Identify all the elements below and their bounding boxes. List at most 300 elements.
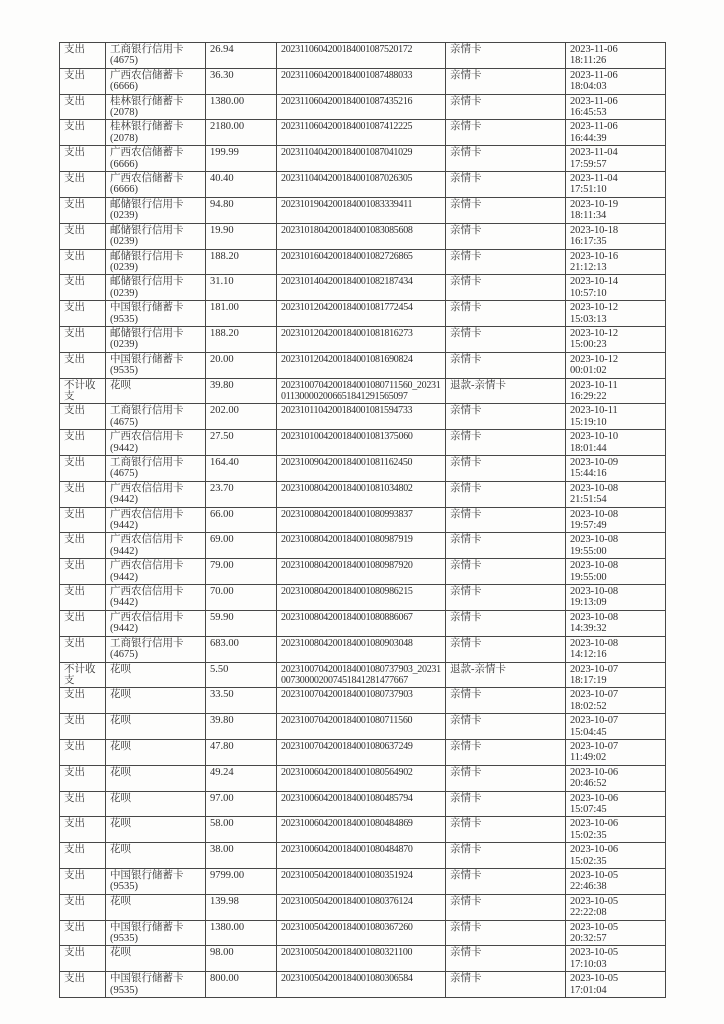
transaction-time: 19:57:49 — [570, 520, 607, 532]
cell-transaction-number: 2023110604200184001087435216 — [277, 94, 446, 120]
cell-datetime — [566, 404, 666, 430]
cell-flow-type: 支出 — [60, 559, 106, 585]
transaction-row — [60, 94, 666, 120]
transaction-time: 15:19:10 — [570, 416, 607, 428]
transaction-row — [60, 817, 666, 843]
cell-payment-account — [106, 843, 206, 869]
cell-transaction-number: 2023100604200184001080564902 — [277, 765, 446, 791]
cell-amount: 49.24 — [206, 765, 277, 791]
cell-datetime — [566, 610, 666, 636]
transaction-date: 2023-10-14 — [570, 276, 618, 288]
transaction-row — [60, 43, 666, 69]
cell-flow-type: 支出 — [60, 456, 106, 482]
cell-flow-type: 支出 — [60, 172, 106, 198]
cell-transaction-number: 2023100504200184001080367260 — [277, 920, 446, 946]
cell-payment-account — [106, 249, 206, 275]
transaction-time: 16:29:22 — [570, 390, 607, 402]
cell-remark: 退款-亲情卡 — [446, 662, 566, 688]
transaction-row — [60, 791, 666, 817]
transaction-date: 2023-10-06 — [570, 792, 618, 804]
cell-amount: 139.98 — [206, 894, 277, 920]
cell-remark: 亲情卡 — [446, 507, 566, 533]
transaction-row — [60, 404, 666, 430]
account-name: 广西农信信用卡 — [110, 431, 184, 443]
cell-amount: 9799.00 — [206, 869, 277, 895]
cell-flow-type: 支出 — [60, 301, 106, 327]
cell-transaction-number: 2023100704200184001080637249 — [277, 739, 446, 765]
transaction-row — [60, 326, 666, 352]
cell-transaction-number: 2023101204200184001081690824 — [277, 352, 446, 378]
cell-remark: 亲情卡 — [446, 223, 566, 249]
cell-payment-account — [106, 43, 206, 69]
cell-amount: 26.94 — [206, 43, 277, 69]
transaction-row — [60, 507, 666, 533]
account-name: 桂林银行储蓄卡 — [110, 121, 184, 133]
cell-flow-type: 支出 — [60, 249, 106, 275]
cell-transaction-number: 2023110604200184001087520172 — [277, 43, 446, 69]
cell-remark: 亲情卡 — [446, 197, 566, 223]
account-name: 工商银行信用卡 — [110, 457, 184, 468]
transaction-date: 2023-11-04 — [570, 173, 618, 185]
account-name: 中国银行储蓄卡 — [110, 973, 184, 985]
cell-flow-type: 支出 — [60, 714, 106, 740]
transaction-row — [60, 636, 666, 662]
cell-payment-account — [106, 378, 206, 404]
account-name: 花呗 — [110, 715, 131, 727]
cell-datetime — [566, 430, 666, 456]
cell-remark: 亲情卡 — [446, 352, 566, 378]
cell-payment-account — [106, 765, 206, 791]
transaction-date: 2023-10-11 — [570, 379, 618, 391]
transaction-row — [60, 585, 666, 611]
cell-amount: 79.00 — [206, 559, 277, 585]
cell-payment-account — [106, 817, 206, 843]
cell-amount: 40.40 — [206, 172, 277, 198]
cell-payment-account — [106, 197, 206, 223]
transaction-time: 18:11:34 — [570, 210, 607, 222]
account-name: 广西农信储蓄卡 — [110, 173, 184, 185]
transaction-date: 2023-10-12 — [570, 353, 618, 365]
cell-transaction-number: 2023100704200184001080737903_20231007300002007451841281477667 — [277, 662, 446, 688]
transaction-date: 2023-10-08 — [570, 586, 618, 598]
transaction-row — [60, 688, 666, 714]
cell-transaction-number: 2023100804200184001080993837 — [277, 507, 446, 533]
cell-payment-account — [106, 869, 206, 895]
transaction-time: 22:46:38 — [570, 881, 607, 893]
cell-transaction-number: 2023110404200184001087041029 — [277, 146, 446, 172]
cell-amount: 38.00 — [206, 843, 277, 869]
cell-flow-type: 支出 — [60, 326, 106, 352]
account-name: 广西农信信用卡 — [110, 586, 184, 598]
account-name: 广西农信储蓄卡 — [110, 147, 184, 159]
cell-datetime — [566, 223, 666, 249]
transaction-row — [60, 197, 666, 223]
account-suffix: (4675) — [110, 468, 138, 480]
cell-datetime — [566, 662, 666, 688]
cell-datetime — [566, 378, 666, 404]
transaction-date: 2023-10-06 — [570, 818, 618, 830]
account-name: 中国银行储蓄卡 — [110, 353, 184, 365]
transaction-date: 2023-10-10 — [570, 431, 618, 443]
cell-flow-type: 支出 — [60, 507, 106, 533]
cell-amount: 683.00 — [206, 636, 277, 662]
cell-transaction-number: 2023100804200184001081034802 — [277, 481, 446, 507]
cell-flow-type: 支出 — [60, 791, 106, 817]
cell-datetime — [566, 817, 666, 843]
cell-remark: 亲情卡 — [446, 68, 566, 94]
transaction-time: 16:45:53 — [570, 107, 607, 119]
cell-flow-type: 支出 — [60, 894, 106, 920]
cell-datetime — [566, 869, 666, 895]
cell-transaction-number: 2023110604200184001087412225 — [277, 120, 446, 146]
transaction-date: 2023-10-08 — [570, 482, 618, 494]
account-name: 中国银行储蓄卡 — [110, 870, 184, 881]
cell-amount: 47.80 — [206, 739, 277, 765]
cell-amount: 36.30 — [206, 68, 277, 94]
cell-payment-account — [106, 714, 206, 740]
transaction-date: 2023-10-09 — [570, 457, 618, 468]
account-suffix: (6666) — [110, 184, 138, 196]
transaction-time: 18:02:52 — [570, 700, 607, 712]
cell-flow-type: 支出 — [60, 352, 106, 378]
cell-payment-account — [106, 559, 206, 585]
cell-amount: 59.90 — [206, 610, 277, 636]
cell-transaction-number: 2023100504200184001080351924 — [277, 869, 446, 895]
transaction-row — [60, 714, 666, 740]
account-suffix: (9535) — [110, 984, 138, 996]
cell-payment-account — [106, 352, 206, 378]
cell-flow-type: 支出 — [60, 120, 106, 146]
transaction-time: 18:17:19 — [570, 674, 607, 686]
cell-remark: 亲情卡 — [446, 585, 566, 611]
transaction-time: 10:57:10 — [570, 287, 607, 299]
cell-flow-type: 支出 — [60, 920, 106, 946]
transaction-row — [60, 662, 666, 688]
cell-payment-account — [106, 791, 206, 817]
cell-remark: 亲情卡 — [446, 456, 566, 482]
account-name: 广西农信信用卡 — [110, 482, 184, 494]
cell-payment-account — [106, 301, 206, 327]
cell-flow-type: 支出 — [60, 275, 106, 301]
transaction-row — [60, 894, 666, 920]
cell-transaction-number: 2023100804200184001080886067 — [277, 610, 446, 636]
transaction-row — [60, 920, 666, 946]
transaction-time: 18:11:26 — [570, 55, 607, 67]
cell-amount: 70.00 — [206, 585, 277, 611]
cell-amount: 19.90 — [206, 223, 277, 249]
cell-datetime — [566, 585, 666, 611]
transaction-row — [60, 972, 666, 998]
cell-flow-type: 不计收支 — [60, 662, 106, 688]
cell-datetime — [566, 275, 666, 301]
transaction-time: 15:07:45 — [570, 803, 607, 815]
account-name: 邮储银行信用卡 — [110, 327, 184, 339]
cell-transaction-number: 2023100804200184001080987919 — [277, 533, 446, 559]
account-suffix: (0239) — [110, 210, 138, 222]
account-suffix: (4675) — [110, 416, 138, 428]
transaction-date: 2023-10-12 — [570, 327, 618, 339]
cell-payment-account — [106, 533, 206, 559]
cell-datetime — [566, 172, 666, 198]
cell-remark: 亲情卡 — [446, 120, 566, 146]
account-name: 花呗 — [110, 379, 131, 391]
transactions-table — [59, 42, 666, 998]
transaction-row — [60, 946, 666, 972]
cell-flow-type: 支出 — [60, 972, 106, 998]
transaction-date: 2023-10-08 — [570, 508, 618, 520]
transaction-row — [60, 223, 666, 249]
account-name: 广西农信信用卡 — [110, 508, 184, 520]
account-name: 广西农信信用卡 — [110, 611, 184, 623]
account-suffix: (9442) — [110, 623, 138, 635]
cell-datetime — [566, 43, 666, 69]
cell-datetime — [566, 636, 666, 662]
cell-remark: 亲情卡 — [446, 739, 566, 765]
transaction-row — [60, 301, 666, 327]
account-name: 花呗 — [110, 792, 131, 804]
cell-transaction-number: 2023110404200184001087026305 — [277, 172, 446, 198]
cell-datetime — [566, 791, 666, 817]
transaction-row — [60, 456, 666, 482]
cell-payment-account — [106, 920, 206, 946]
account-suffix: (9535) — [110, 881, 138, 893]
cell-remark: 亲情卡 — [446, 559, 566, 585]
transaction-time: 19:55:00 — [570, 545, 607, 557]
transactions-body — [60, 43, 666, 998]
transaction-time: 15:04:45 — [570, 726, 607, 738]
cell-amount: 2180.00 — [206, 120, 277, 146]
account-suffix: (6666) — [110, 81, 138, 93]
account-suffix: (0239) — [110, 236, 138, 248]
cell-flow-type: 支出 — [60, 223, 106, 249]
cell-payment-account — [106, 585, 206, 611]
account-suffix: (0239) — [110, 287, 138, 299]
transaction-row — [60, 378, 666, 404]
transaction-row — [60, 843, 666, 869]
cell-payment-account — [106, 972, 206, 998]
cell-datetime — [566, 559, 666, 585]
cell-amount: 98.00 — [206, 946, 277, 972]
cell-amount: 31.10 — [206, 275, 277, 301]
cell-transaction-number: 2023100604200184001080484869 — [277, 817, 446, 843]
cell-payment-account — [106, 507, 206, 533]
cell-amount: 800.00 — [206, 972, 277, 998]
cell-payment-account — [106, 223, 206, 249]
account-name: 广西农信信用卡 — [110, 534, 184, 546]
transaction-row — [60, 172, 666, 198]
cell-remark: 亲情卡 — [446, 481, 566, 507]
cell-payment-account — [106, 662, 206, 688]
cell-amount: 188.20 — [206, 249, 277, 275]
cell-payment-account — [106, 94, 206, 120]
cell-remark: 亲情卡 — [446, 972, 566, 998]
account-suffix: (2078) — [110, 107, 138, 119]
account-suffix: (0239) — [110, 261, 138, 273]
cell-remark: 亲情卡 — [446, 920, 566, 946]
transaction-time: 11:49:02 — [570, 752, 607, 764]
transaction-time: 15:44:16 — [570, 468, 607, 480]
account-name: 广西农信信用卡 — [110, 560, 184, 572]
transaction-time: 22:22:08 — [570, 907, 607, 919]
cell-payment-account — [106, 739, 206, 765]
transaction-time: 14:12:16 — [570, 649, 607, 661]
cell-datetime — [566, 946, 666, 972]
transaction-date: 2023-10-05 — [570, 870, 618, 881]
cell-flow-type: 支出 — [60, 404, 106, 430]
cell-transaction-number: 2023100504200184001080321100 — [277, 946, 446, 972]
transaction-date: 2023-10-19 — [570, 198, 618, 210]
transaction-time: 17:59:57 — [570, 158, 607, 170]
cell-datetime — [566, 843, 666, 869]
transaction-time: 18:04:03 — [570, 81, 607, 93]
transaction-time: 19:13:09 — [570, 597, 607, 609]
transaction-time: 20:46:52 — [570, 778, 607, 790]
transaction-row — [60, 765, 666, 791]
transaction-time: 15:02:35 — [570, 855, 607, 867]
cell-transaction-number: 2023101204200184001081816273 — [277, 326, 446, 352]
cell-payment-account — [106, 481, 206, 507]
cell-remark: 亲情卡 — [446, 533, 566, 559]
cell-remark: 亲情卡 — [446, 275, 566, 301]
account-name: 邮储银行信用卡 — [110, 250, 184, 262]
transaction-date: 2023-10-07 — [570, 715, 618, 727]
transaction-time: 18:01:44 — [570, 442, 607, 454]
transaction-date: 2023-10-08 — [570, 534, 618, 546]
transaction-row — [60, 869, 666, 895]
transaction-time: 14:39:32 — [570, 623, 607, 635]
cell-amount: 58.00 — [206, 817, 277, 843]
transaction-date: 2023-10-05 — [570, 973, 618, 985]
cell-transaction-number: 2023100504200184001080376124 — [277, 894, 446, 920]
cell-payment-account — [106, 688, 206, 714]
account-name: 工商银行信用卡 — [110, 637, 184, 649]
cell-payment-account — [106, 275, 206, 301]
cell-transaction-number: 2023100904200184001081162450 — [277, 456, 446, 482]
cell-amount: 199.99 — [206, 146, 277, 172]
cell-datetime — [566, 68, 666, 94]
cell-amount: 5.50 — [206, 662, 277, 688]
transaction-date: 2023-10-11 — [570, 405, 618, 417]
cell-transaction-number: 2023101404200184001082187434 — [277, 275, 446, 301]
cell-payment-account — [106, 430, 206, 456]
account-suffix: (4675) — [110, 55, 138, 67]
cell-datetime — [566, 714, 666, 740]
account-name: 工商银行信用卡 — [110, 405, 184, 417]
transaction-row — [60, 533, 666, 559]
cell-flow-type: 支出 — [60, 481, 106, 507]
transaction-time: 17:51:10 — [570, 184, 607, 196]
cell-datetime — [566, 326, 666, 352]
cell-flow-type: 支出 — [60, 430, 106, 456]
cell-transaction-number: 2023100704200184001080711560 — [277, 714, 446, 740]
cell-remark: 退款-亲情卡 — [446, 378, 566, 404]
cell-amount: 39.80 — [206, 378, 277, 404]
transaction-date: 2023-10-05 — [570, 921, 618, 933]
cell-datetime — [566, 894, 666, 920]
cell-remark: 亲情卡 — [446, 94, 566, 120]
account-suffix: (0239) — [110, 339, 138, 351]
cell-transaction-number: 2023100604200184001080485794 — [277, 791, 446, 817]
transaction-date: 2023-11-06 — [570, 121, 618, 133]
cell-remark: 亲情卡 — [446, 688, 566, 714]
cell-transaction-number: 2023101604200184001082726865 — [277, 249, 446, 275]
transaction-time: 16:17:35 — [570, 236, 607, 248]
transaction-date: 2023-10-12 — [570, 302, 618, 314]
cell-payment-account — [106, 68, 206, 94]
cell-payment-account — [106, 456, 206, 482]
cell-flow-type: 支出 — [60, 533, 106, 559]
cell-transaction-number: 2023100804200184001080986215 — [277, 585, 446, 611]
cell-flow-type: 不计收支 — [60, 378, 106, 404]
transaction-time: 16:44:39 — [570, 132, 607, 144]
cell-flow-type: 支出 — [60, 817, 106, 843]
transaction-date: 2023-10-07 — [570, 663, 618, 675]
transaction-row — [60, 120, 666, 146]
transaction-date: 2023-10-05 — [570, 947, 618, 959]
cell-datetime — [566, 507, 666, 533]
account-suffix: (9442) — [110, 494, 138, 506]
cell-transaction-number: 2023100704200184001080737903 — [277, 688, 446, 714]
account-name: 邮储银行信用卡 — [110, 224, 184, 236]
transaction-date: 2023-11-06 — [570, 95, 618, 107]
transaction-row — [60, 610, 666, 636]
cell-remark: 亲情卡 — [446, 404, 566, 430]
transaction-date: 2023-10-08 — [570, 611, 618, 623]
cell-remark: 亲情卡 — [446, 869, 566, 895]
cell-remark: 亲情卡 — [446, 791, 566, 817]
cell-remark: 亲情卡 — [446, 636, 566, 662]
transaction-date: 2023-10-08 — [570, 637, 618, 649]
transaction-date: 2023-10-18 — [570, 224, 618, 236]
cell-datetime — [566, 249, 666, 275]
transaction-date: 2023-11-06 — [570, 44, 618, 55]
transaction-row — [60, 275, 666, 301]
cell-datetime — [566, 120, 666, 146]
cell-transaction-number: 2023101904200184001083339411 — [277, 197, 446, 223]
cell-transaction-number: 2023101204200184001081772454 — [277, 301, 446, 327]
cell-amount: 94.80 — [206, 197, 277, 223]
transaction-time: 21:51:54 — [570, 494, 607, 506]
account-suffix: (9442) — [110, 545, 138, 557]
cell-datetime — [566, 94, 666, 120]
transaction-time: 15:02:35 — [570, 829, 607, 841]
cell-datetime — [566, 352, 666, 378]
cell-payment-account — [106, 120, 206, 146]
cell-remark: 亲情卡 — [446, 765, 566, 791]
cell-amount: 164.40 — [206, 456, 277, 482]
cell-amount: 1380.00 — [206, 920, 277, 946]
cell-amount: 181.00 — [206, 301, 277, 327]
transaction-row — [60, 559, 666, 585]
cell-transaction-number: 2023101804200184001083085608 — [277, 223, 446, 249]
account-name: 邮储银行信用卡 — [110, 198, 184, 210]
account-name: 广西农信储蓄卡 — [110, 69, 184, 81]
transaction-row — [60, 146, 666, 172]
cell-payment-account — [106, 326, 206, 352]
transaction-time: 21:12:13 — [570, 261, 607, 273]
cell-flow-type: 支出 — [60, 688, 106, 714]
cell-amount: 27.50 — [206, 430, 277, 456]
account-name: 中国银行储蓄卡 — [110, 302, 184, 314]
cell-datetime — [566, 920, 666, 946]
transaction-time: 15:00:23 — [570, 339, 607, 351]
cell-transaction-number: 2023101104200184001081594733 — [277, 404, 446, 430]
transaction-date: 2023-10-07 — [570, 689, 618, 701]
cell-transaction-number: 2023100604200184001080484870 — [277, 843, 446, 869]
cell-datetime — [566, 456, 666, 482]
cell-amount: 23.70 — [206, 481, 277, 507]
account-suffix: (9535) — [110, 313, 138, 325]
